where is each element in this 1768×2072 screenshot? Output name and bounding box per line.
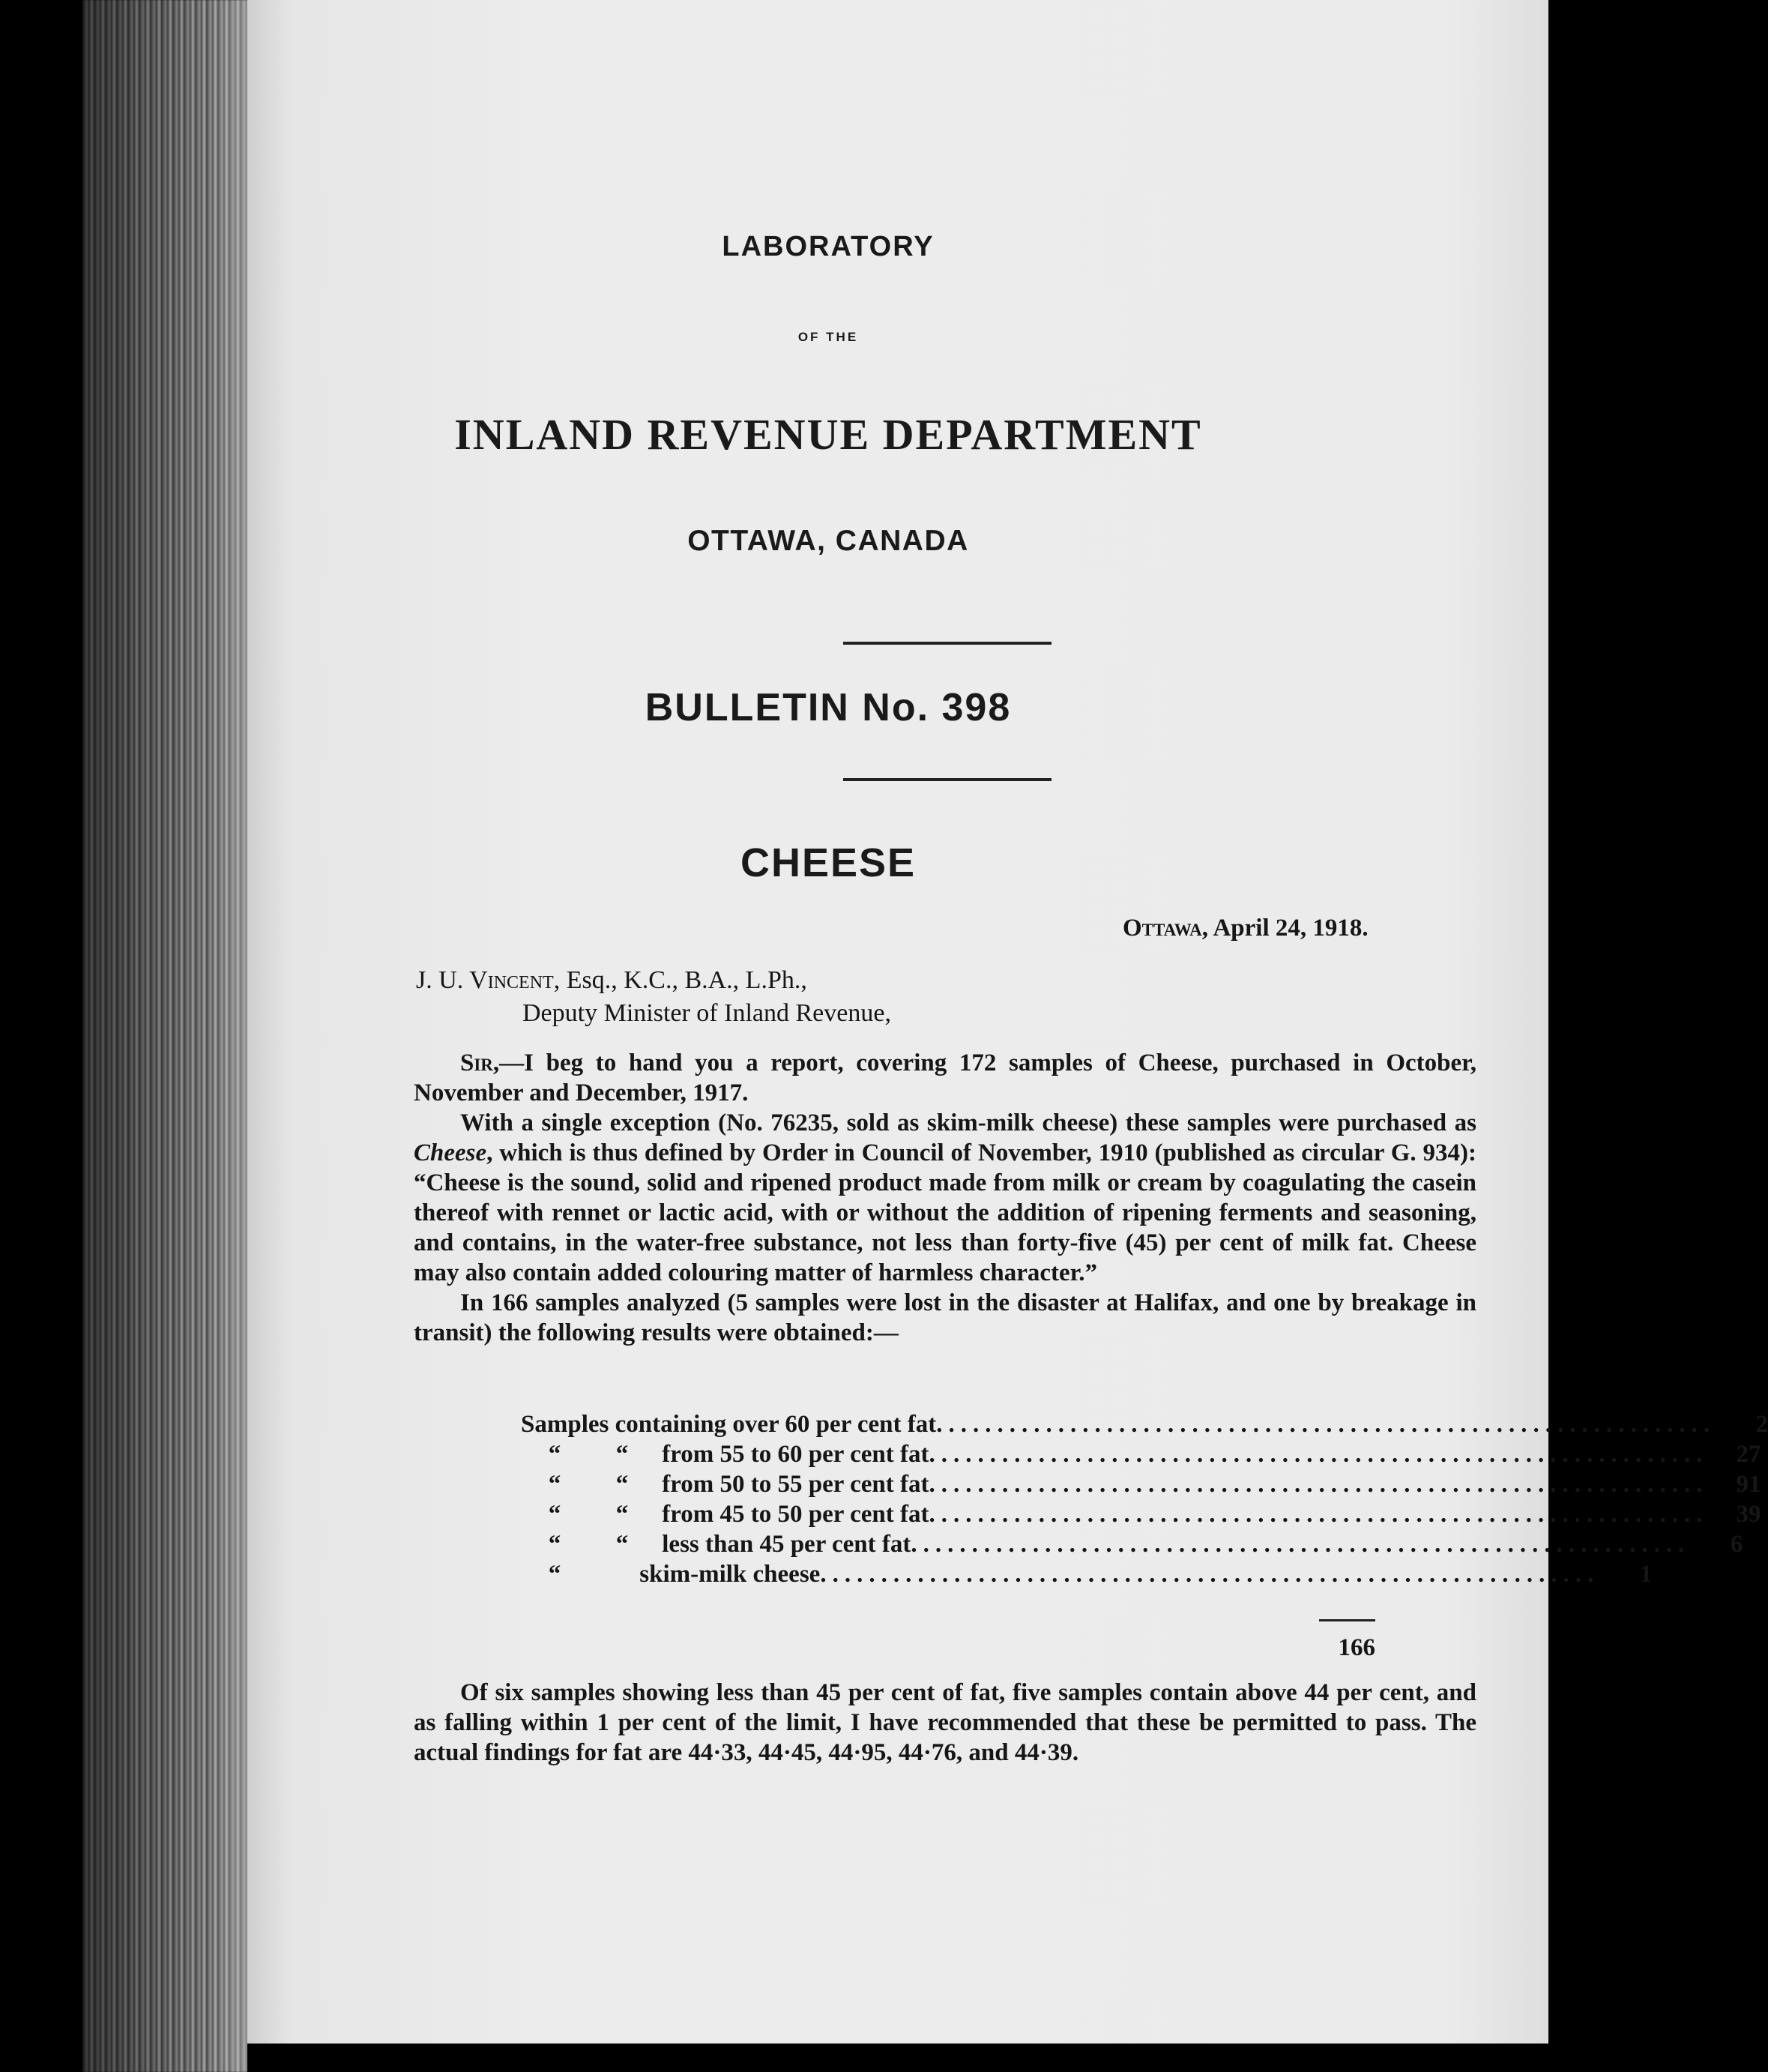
paragraph	[414, 1108, 1476, 1288]
ditto-mark: “	[548, 1471, 561, 1498]
ditto-mark: “	[615, 1531, 629, 1558]
paragraph-text: , which is thus defined by Order in Council of November, 1910 (published as circular G. 934): “Cheese is the sound, solid and ripened product made from milk or cream by coagulating the casein thereof with rennet or lactic acid, with or without the addition of ripening ferments and seasoning, and contains, in the water-free substance, not less than forty-five (45) per cent of milk fat. Cheese may also contain added colouring matter of harmless character.”	[414, 1139, 1476, 1286]
results-value: 1	[1639, 1561, 1653, 1588]
results-label: skim-milk cheese	[639, 1561, 821, 1588]
results-label-wrap	[521, 1531, 911, 1558]
book-page-edges	[82, 0, 262, 2072]
page-title: CHEESE	[740, 840, 917, 885]
results-value: 2	[1755, 1411, 1768, 1438]
results-value: 27	[1736, 1441, 1761, 1468]
addressee-name: J. U. Vincent	[416, 966, 554, 994]
leader-dots: ................................................................	[820, 1561, 1600, 1588]
ditto-mark: “	[615, 1441, 629, 1468]
letter-body-continued	[414, 1678, 1476, 1768]
paragraph: In 166 samples analyzed (5 samples were lost in the disaster at Halifax, and one by breakage in transit) the following results were obtained:—	[414, 1289, 1476, 1346]
results-row	[521, 1531, 1743, 1561]
addressee-line-1	[416, 964, 891, 997]
results-row	[521, 1441, 1761, 1471]
header-city: OTTAWA, CANADA	[687, 525, 969, 557]
ditto-mark: “	[615, 1501, 629, 1528]
bulletin-number: BULLETIN No. 398	[645, 686, 1012, 729]
divider-rule	[843, 778, 1052, 781]
divider-rule	[843, 642, 1052, 645]
header-laboratory: LABORATORY	[722, 231, 935, 262]
addressee	[416, 964, 891, 1030]
total-rule	[1319, 1619, 1375, 1621]
ditto-mark: “	[548, 1561, 561, 1588]
results-label-wrap	[521, 1471, 929, 1499]
leader-dots: ................................................................	[936, 1411, 1716, 1438]
results-row	[521, 1471, 1761, 1501]
paragraph-text: With a single exception (No. 76235, sold as skim-milk cheese) these samples were purchased as	[460, 1109, 1476, 1136]
results-label-wrap	[521, 1501, 929, 1529]
paragraph-text: ,—I beg to hand you a report, covering 172 samples of Cheese, purchased in October, November and December, 1917.	[414, 1049, 1476, 1106]
results-total: 166	[1338, 1634, 1375, 1661]
results-row	[521, 1411, 1768, 1441]
dateline-place: Ottawa	[1123, 915, 1202, 942]
results-label: from 45 to 50 per cent fat	[662, 1501, 929, 1528]
leader-dots: ................................................................	[929, 1441, 1709, 1468]
results-row	[521, 1501, 1761, 1531]
ditto-mark: “	[548, 1441, 561, 1468]
paragraph: Of six samples showing less than 45 per cent of fat, five samples contain above 44 per cent, and as falling within 1 per cent of the limit, I have recommended that these be permitted to pass. The actual findings for fat are 44·33, 44·45, 44·95, 44·76, and 44·39.	[414, 1679, 1476, 1766]
results-row	[521, 1561, 1653, 1591]
page-bottom-edge	[247, 2044, 1548, 2072]
results-table	[521, 1411, 1768, 1661]
header-department: INLAND REVENUE DEPARTMENT	[454, 410, 1202, 459]
results-value: 6	[1730, 1531, 1743, 1558]
letter-body	[414, 1048, 1476, 1348]
paragraph	[414, 1048, 1476, 1108]
results-label: from 55 to 60 per cent fat	[662, 1441, 929, 1468]
results-label: from 50 to 55 per cent fat	[662, 1471, 929, 1498]
results-label: Samples containing over 60 per cent fat	[521, 1411, 937, 1438]
results-value: 39	[1736, 1501, 1761, 1528]
leader-dots: ................................................................	[929, 1471, 1709, 1498]
leader-dots: ................................................................	[911, 1531, 1691, 1558]
dateline	[1123, 915, 1369, 942]
ditto-mark: “	[615, 1471, 629, 1498]
salutation: Sir	[460, 1049, 493, 1076]
page	[247, 0, 1768, 2072]
dateline-date: , April 24, 1918.	[1201, 915, 1369, 942]
results-label-wrap	[521, 1441, 929, 1469]
emphasis: Cheese	[414, 1139, 487, 1166]
addressee-line-2: Deputy Minister of Inland Revenue,	[522, 999, 891, 1027]
results-label-wrap	[521, 1561, 820, 1588]
results-value: 91	[1736, 1471, 1761, 1498]
ditto-mark: “	[548, 1501, 561, 1528]
addressee-titles: , Esq., K.C., B.A., L.Ph.,	[553, 966, 807, 994]
leader-dots: ................................................................	[929, 1501, 1709, 1528]
results-label: less than 45 per cent fat	[662, 1531, 911, 1558]
header-of-the: OF THE	[797, 330, 859, 344]
ditto-mark: “	[548, 1531, 561, 1558]
